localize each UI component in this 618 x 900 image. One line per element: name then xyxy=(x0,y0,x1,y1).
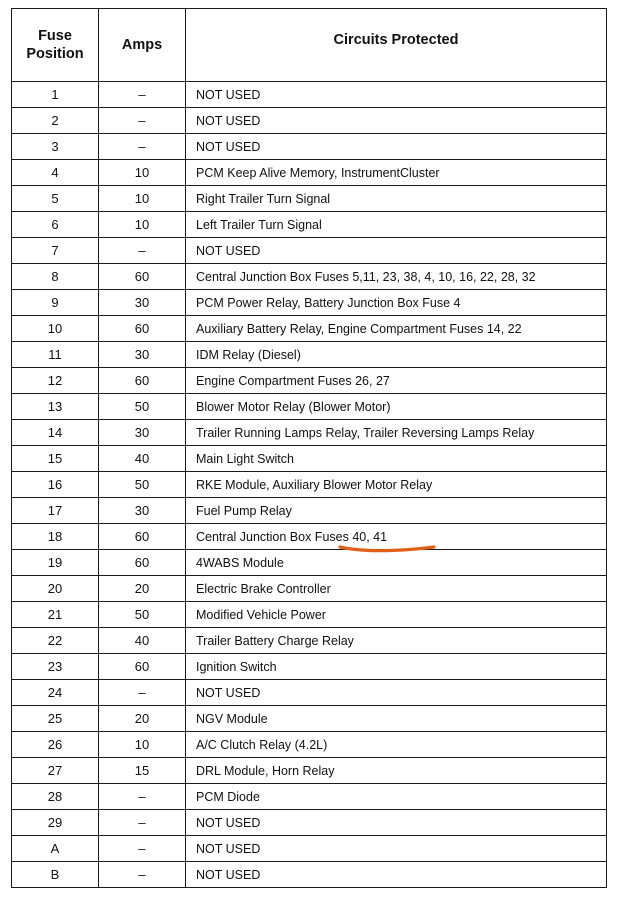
fuse-position-cell: 24 xyxy=(12,680,99,706)
circuits-protected-cell: Right Trailer Turn Signal xyxy=(186,186,607,212)
amps-cell: 15 xyxy=(99,758,186,784)
circuits-protected-cell: Trailer Battery Charge Relay xyxy=(186,628,607,654)
amps-cell: 60 xyxy=(99,368,186,394)
amps-cell: – xyxy=(99,680,186,706)
circuits-protected-cell: NOT USED xyxy=(186,82,607,108)
amps-cell: – xyxy=(99,82,186,108)
fuse-position-cell: 2 xyxy=(12,108,99,134)
table-row xyxy=(12,498,607,524)
circuits-protected-cell: NOT USED xyxy=(186,134,607,160)
fuse-position-cell: 25 xyxy=(12,706,99,732)
table-header xyxy=(12,9,607,82)
table-row xyxy=(12,446,607,472)
table-row xyxy=(12,82,607,108)
circuits-protected-cell: Engine Compartment Fuses 26, 27 xyxy=(186,368,607,394)
circuits-protected-cell: NOT USED xyxy=(186,810,607,836)
fuse-position-cell: 22 xyxy=(12,628,99,654)
table-row xyxy=(12,602,607,628)
table-row xyxy=(12,758,607,784)
header-row xyxy=(12,9,607,82)
amps-cell: 20 xyxy=(99,576,186,602)
table-row xyxy=(12,186,607,212)
amps-cell: 30 xyxy=(99,498,186,524)
table-row xyxy=(12,134,607,160)
circuits-protected-cell: A/C Clutch Relay (4.2L) xyxy=(186,732,607,758)
amps-cell: 10 xyxy=(99,732,186,758)
table-row xyxy=(12,576,607,602)
table-row xyxy=(12,368,607,394)
fuse-position-cell: 27 xyxy=(12,758,99,784)
fuse-table xyxy=(11,8,607,888)
table-row xyxy=(12,732,607,758)
fuse-position-cell: 19 xyxy=(12,550,99,576)
circuits-protected-cell: Central Junction Box Fuses 5,11, 23, 38, 4, 10, 16, 22, 28, 32 xyxy=(186,264,607,290)
amps-cell: – xyxy=(99,784,186,810)
amps-cell: – xyxy=(99,134,186,160)
amps-cell: – xyxy=(99,836,186,862)
table-row xyxy=(12,420,607,446)
circuits-protected-cell: Ignition Switch xyxy=(186,654,607,680)
table-row xyxy=(12,628,607,654)
fuse-position-cell: 15 xyxy=(12,446,99,472)
amps-cell: 60 xyxy=(99,316,186,342)
header-circuits-protected: Circuits Protected xyxy=(186,9,607,82)
table-row xyxy=(12,342,607,368)
table-row xyxy=(12,654,607,680)
amps-cell: 60 xyxy=(99,654,186,680)
fuse-position-cell: 12 xyxy=(12,368,99,394)
circuits-protected-cell: Electric Brake Controller xyxy=(186,576,607,602)
circuits-protected-cell: Fuel Pump Relay xyxy=(186,498,607,524)
amps-cell: 30 xyxy=(99,290,186,316)
circuits-protected-cell: Main Light Switch xyxy=(186,446,607,472)
circuits-protected-cell: NOT USED xyxy=(186,238,607,264)
amps-cell: 50 xyxy=(99,472,186,498)
amps-cell: 50 xyxy=(99,602,186,628)
table-row xyxy=(12,836,607,862)
fuse-position-cell: 10 xyxy=(12,316,99,342)
fuse-position-cell: 1 xyxy=(12,82,99,108)
fuse-position-cell: 20 xyxy=(12,576,99,602)
circuits-protected-cell: NOT USED xyxy=(186,836,607,862)
fuse-position-cell: 13 xyxy=(12,394,99,420)
fuse-position-cell: 4 xyxy=(12,160,99,186)
table-row xyxy=(12,706,607,732)
amps-cell: – xyxy=(99,238,186,264)
table-row xyxy=(12,394,607,420)
table-row xyxy=(12,810,607,836)
amps-cell: 10 xyxy=(99,160,186,186)
amps-cell: 20 xyxy=(99,706,186,732)
header-fuse-position xyxy=(12,9,99,82)
amps-cell: 10 xyxy=(99,212,186,238)
fuse-position-cell: 17 xyxy=(12,498,99,524)
table-row xyxy=(12,524,607,550)
table-row xyxy=(12,316,607,342)
circuits-protected-cell: Trailer Running Lamps Relay, Trailer Reversing Lamps Relay xyxy=(186,420,607,446)
circuits-protected-cell: DRL Module, Horn Relay xyxy=(186,758,607,784)
amps-cell: – xyxy=(99,810,186,836)
circuits-protected-cell: NGV Module xyxy=(186,706,607,732)
table-row xyxy=(12,784,607,810)
fuse-position-cell: 16 xyxy=(12,472,99,498)
fuse-position-cell: 21 xyxy=(12,602,99,628)
amps-cell: 30 xyxy=(99,342,186,368)
amps-cell: 10 xyxy=(99,186,186,212)
table-row xyxy=(12,212,607,238)
amps-cell: – xyxy=(99,862,186,888)
table-row xyxy=(12,862,607,888)
circuits-protected-cell: PCM Diode xyxy=(186,784,607,810)
fuse-position-cell: 8 xyxy=(12,264,99,290)
circuits-protected-cell: NOT USED xyxy=(186,108,607,134)
table-row xyxy=(12,238,607,264)
table-row xyxy=(12,472,607,498)
fuse-position-cell: 28 xyxy=(12,784,99,810)
circuits-protected-cell: NOT USED xyxy=(186,680,607,706)
fuse-position-cell: 29 xyxy=(12,810,99,836)
table-row xyxy=(12,108,607,134)
circuits-protected-cell: Blower Motor Relay (Blower Motor) xyxy=(186,394,607,420)
table-row xyxy=(12,550,607,576)
fuse-position-cell: A xyxy=(12,836,99,862)
table-body xyxy=(12,82,607,888)
fuse-position-cell: 23 xyxy=(12,654,99,680)
fuse-position-cell: 6 xyxy=(12,212,99,238)
fuse-position-cell: B xyxy=(12,862,99,888)
amps-cell: 40 xyxy=(99,628,186,654)
header-fuse-position-line1: Fuse xyxy=(38,28,72,44)
fuse-position-cell: 14 xyxy=(12,420,99,446)
amps-cell: 60 xyxy=(99,264,186,290)
table-row xyxy=(12,290,607,316)
fuse-position-cell: 5 xyxy=(12,186,99,212)
circuits-protected-cell: Modified Vehicle Power xyxy=(186,602,607,628)
amps-cell: – xyxy=(99,108,186,134)
table-row xyxy=(12,264,607,290)
table-row xyxy=(12,160,607,186)
header-amps: Amps xyxy=(99,9,186,82)
table-row xyxy=(12,680,607,706)
circuits-protected-cell: IDM Relay (Diesel) xyxy=(186,342,607,368)
circuits-protected-cell: Central Junction Box Fuses 40, 41 xyxy=(186,524,607,550)
circuits-protected-cell: PCM Power Relay, Battery Junction Box Fuse 4 xyxy=(186,290,607,316)
amps-cell: 30 xyxy=(99,420,186,446)
circuits-protected-cell: RKE Module, Auxiliary Blower Motor Relay xyxy=(186,472,607,498)
circuits-protected-cell: Auxiliary Battery Relay, Engine Compartment Fuses 14, 22 xyxy=(186,316,607,342)
fuse-position-cell: 26 xyxy=(12,732,99,758)
circuits-protected-cell: NOT USED xyxy=(186,862,607,888)
fuse-position-cell: 11 xyxy=(12,342,99,368)
amps-cell: 60 xyxy=(99,524,186,550)
header-fuse-position-line2: Position xyxy=(26,46,84,62)
amps-cell: 50 xyxy=(99,394,186,420)
fuse-position-cell: 3 xyxy=(12,134,99,160)
fuse-position-cell: 9 xyxy=(12,290,99,316)
fuse-position-cell: 18 xyxy=(12,524,99,550)
circuits-protected-cell: PCM Keep Alive Memory, InstrumentCluster xyxy=(186,160,607,186)
amps-cell: 60 xyxy=(99,550,186,576)
amps-cell: 40 xyxy=(99,446,186,472)
circuits-protected-cell: Left Trailer Turn Signal xyxy=(186,212,607,238)
fuse-position-cell: 7 xyxy=(12,238,99,264)
circuits-protected-cell: 4WABS Module xyxy=(186,550,607,576)
